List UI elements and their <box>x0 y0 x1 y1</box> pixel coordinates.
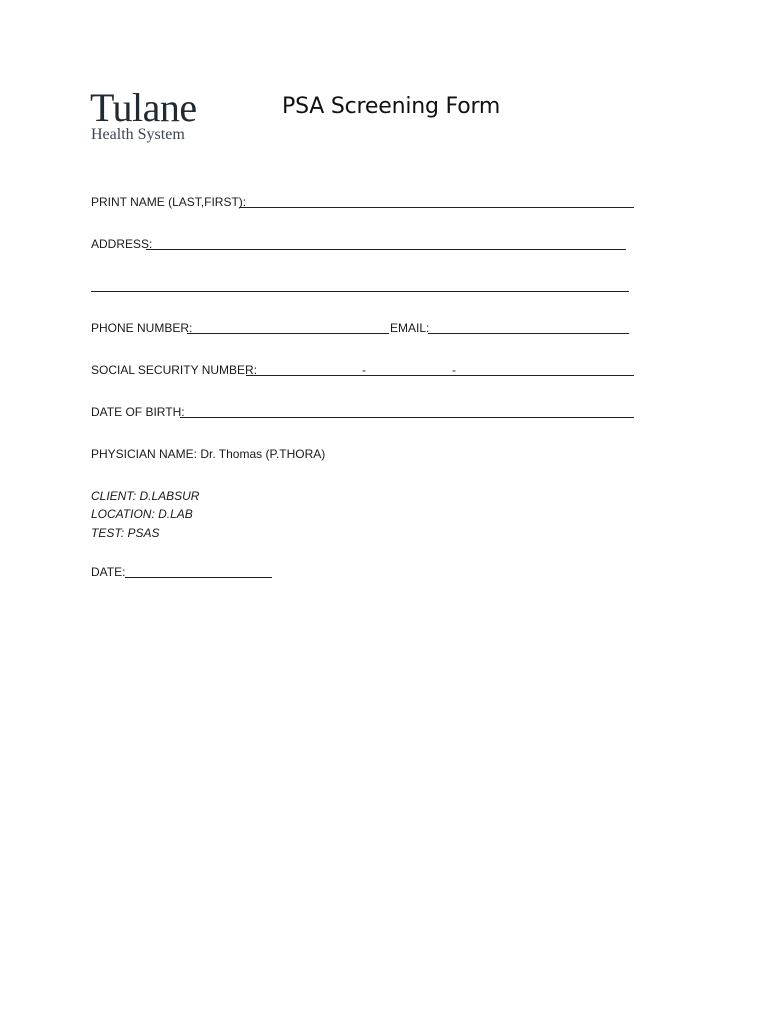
address-row <box>91 235 636 253</box>
client-code: CLIENT: D.LABSUR <box>91 489 200 503</box>
page-title: PSA Screening Form <box>282 94 501 119</box>
address-line-2-row <box>91 277 636 295</box>
ssn-label: SOCIAL SECURITY NUMBER: <box>91 363 258 377</box>
ssn-row <box>91 361 636 379</box>
ssn-separator-2: - <box>452 363 456 377</box>
address-field[interactable] <box>146 249 626 250</box>
ssn-field[interactable] <box>246 375 634 376</box>
print-name-row <box>91 193 636 211</box>
tulane-logo <box>90 85 220 143</box>
email-field[interactable] <box>428 333 629 334</box>
dob-row <box>91 403 636 421</box>
ssn-separator-1: - <box>362 363 366 377</box>
date-field[interactable] <box>125 577 272 578</box>
dob-field[interactable] <box>180 417 634 418</box>
location-code: LOCATION: D.LAB <box>91 507 193 521</box>
physician-name: PHYSICIAN NAME: Dr. Thomas (P.THORA) <box>91 447 326 461</box>
date-row <box>91 563 291 581</box>
email-label: EMAIL: <box>390 321 430 335</box>
dob-label: DATE OF BIRTH: <box>91 405 185 419</box>
print-name-field[interactable] <box>239 207 634 208</box>
logo-wordmark: Tulane <box>90 85 197 130</box>
print-name-label: PRINT NAME (LAST,FIRST): <box>91 195 247 209</box>
address-label: ADDRESS: <box>91 237 153 251</box>
phone-label: PHONE NUMBER: <box>91 321 193 335</box>
logo-subtitle: Health System <box>91 126 185 143</box>
test-code: TEST: PSAS <box>91 526 160 540</box>
date-label: DATE: <box>91 565 126 579</box>
phone-field[interactable] <box>187 333 389 334</box>
address-line-2-field[interactable] <box>91 291 629 292</box>
phone-email-row <box>91 319 636 337</box>
